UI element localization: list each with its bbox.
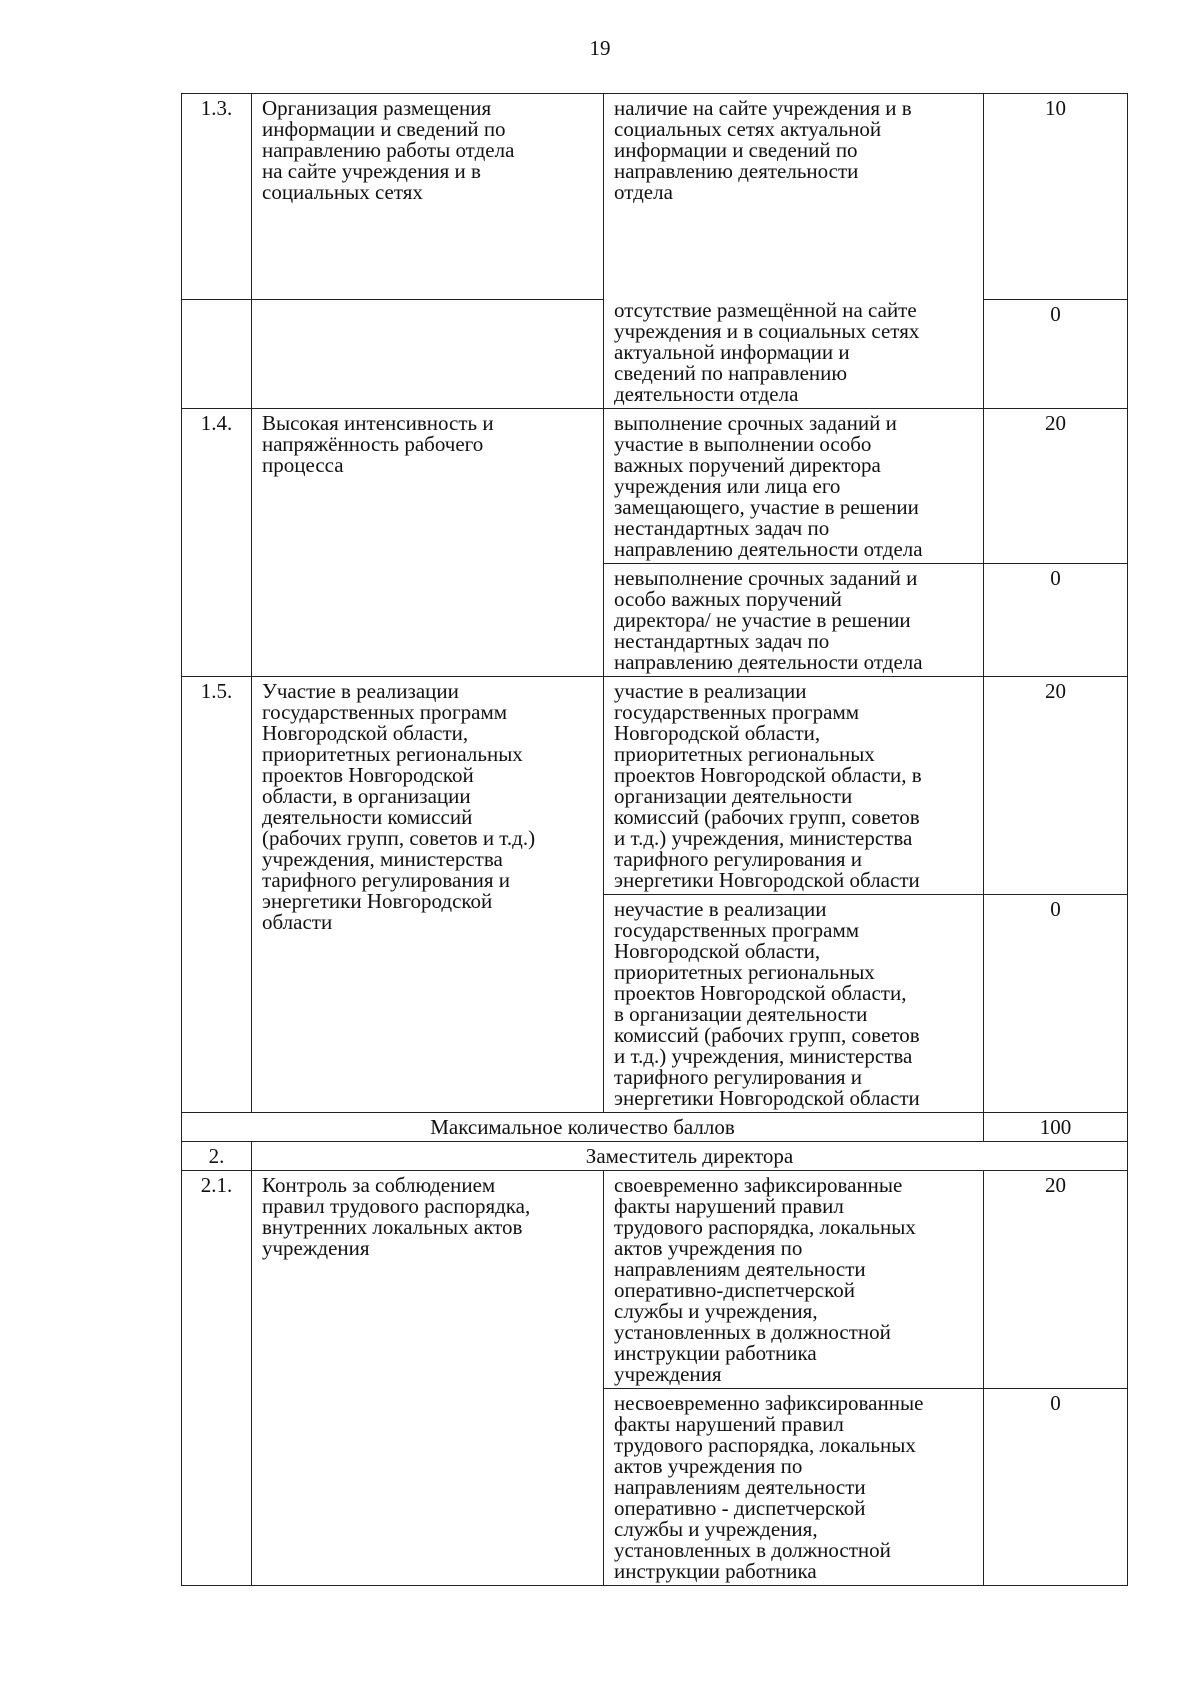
text-line: инструкции работника (614, 1341, 817, 1365)
text-line: проектов Новгородской (262, 763, 474, 787)
row-number: 1.5. (182, 677, 252, 1113)
text-line: и т.д.) учреждения, министерства (614, 826, 913, 850)
text-line: на сайте учреждения и в (262, 159, 481, 183)
text-line: отсутствие размещённой на сайте (614, 298, 917, 322)
text-line: энергетики Новгородской области (614, 1086, 920, 1110)
score-cell: 20 (984, 409, 1128, 564)
criteria-cell (604, 1389, 984, 1586)
score-cell: 20 (984, 1171, 1128, 1389)
text-line: направлению деятельности (614, 159, 859, 183)
text-line: факты нарушений правил (614, 1412, 844, 1436)
text-line: нестандартных задач по (614, 516, 830, 540)
text-line: учреждения или лица его (614, 474, 841, 498)
criteria-text (604, 296, 983, 408)
text-line: области, в организации (262, 784, 471, 808)
text-line: актов учреждения по (614, 1454, 803, 1478)
text-line: направлению деятельности отдела (614, 537, 923, 561)
text-line: установленных в должностной (614, 1538, 891, 1562)
text-line: напряжённость рабочего (262, 432, 484, 456)
text-line: социальных сетях (262, 180, 423, 204)
text-line: трудового распорядка, локальных (614, 1433, 916, 1457)
criteria-table (181, 93, 1128, 1586)
text-line: социальных сетях актуальной (614, 117, 882, 141)
text-line: Новгородской области, (262, 721, 469, 745)
text-line: комиссий (рабочих групп, советов (614, 1023, 920, 1047)
text-line: Новгородской области, (614, 939, 821, 963)
text-line: Новгородской области, (614, 721, 821, 745)
text-line: государственных программ (614, 918, 860, 942)
score-cell: 0 (984, 300, 1128, 409)
text-line: направлению работы отдела (262, 138, 515, 162)
text-line: оперативно-диспетчерской (614, 1278, 855, 1302)
section-number: 2. (182, 1142, 252, 1171)
text-line: Контроль за соблюдением (262, 1173, 496, 1197)
indicator-cell (252, 409, 604, 677)
criteria-cell (604, 895, 984, 1113)
text-line: отдела (614, 180, 673, 204)
indicator-cell (252, 677, 604, 1113)
section-title: Заместитель директора (252, 1142, 1128, 1171)
text-line: информации и сведений по (614, 138, 858, 162)
text-line: комиссий (рабочих групп, советов (614, 805, 920, 829)
text-line: направлению деятельности отдела (614, 650, 923, 674)
row-number: 2.1. (182, 1171, 252, 1586)
text-line: особо важных поручений (614, 587, 842, 611)
table-row (182, 1113, 1128, 1142)
text-line: сведений по направлению (614, 361, 848, 385)
row-number (182, 300, 252, 409)
text-line: учреждения и в социальных сетях (614, 319, 920, 343)
table-row (182, 1171, 1128, 1389)
page-number: 19 (589, 36, 611, 60)
text-line: деятельности отдела (614, 382, 799, 406)
max-points-score: 100 (984, 1113, 1128, 1142)
score-cell: 0 (984, 895, 1128, 1113)
text-line: Высокая интенсивность и (262, 411, 494, 435)
text-line: проектов Новгородской области, (614, 981, 907, 1005)
text-line: энергетики Новгородской (262, 889, 493, 913)
text-line: учреждения (614, 1362, 722, 1386)
criteria-cell (604, 409, 984, 564)
text-line: участие в реализации (614, 679, 807, 703)
text-line: государственных программ (614, 700, 860, 724)
text-line: информации и сведений по (262, 117, 506, 141)
text-line: службы и учреждения, (614, 1299, 818, 1323)
text-line: нестандартных задач по (614, 629, 830, 653)
row-number: 1.4. (182, 409, 252, 677)
text-line: приоритетных региональных (614, 960, 875, 984)
criteria-cell (604, 677, 984, 895)
criteria-cell (604, 564, 984, 677)
text-line: (рабочих групп, советов и т.д.) (262, 826, 536, 850)
text-line: проектов Новгородской области, в (614, 763, 922, 787)
text-line: службы и учреждения, (614, 1517, 818, 1541)
score-cell: 10 (984, 94, 1128, 300)
text-line: Участие в реализации (262, 679, 459, 703)
text-line: наличие на сайте учреждения и в (614, 96, 912, 120)
text-line: и т.д.) учреждения, министерства (614, 1044, 913, 1068)
table-row (182, 677, 1128, 895)
text-line: учреждения (262, 1236, 370, 1260)
indicator-cell (252, 94, 604, 300)
text-line: направлениям деятельности (614, 1475, 866, 1499)
text-line: директора/ не участие в решении (614, 608, 911, 632)
criteria-cell (604, 1171, 984, 1389)
score-cell: 20 (984, 677, 1128, 895)
text-line: участие в выполнении особо (614, 432, 872, 456)
text-line: тарифного регулирования и (262, 868, 510, 892)
row-number: 1.3. (182, 94, 252, 300)
text-line: неучастие в реализации (614, 897, 827, 921)
table-row (182, 409, 1128, 564)
text-line: области (262, 910, 333, 934)
text-line: процесса (262, 453, 344, 477)
text-line: направлениям деятельности (614, 1257, 866, 1281)
text-line: Организация размещения (262, 96, 492, 120)
text-line: в организации деятельности (614, 1002, 868, 1026)
text-line: актов учреждения по (614, 1236, 803, 1260)
indicator-cell (252, 300, 604, 409)
text-line: правил трудового распорядка, (262, 1194, 531, 1218)
text-line: несвоевременно зафиксированные (614, 1391, 924, 1415)
text-line: факты нарушений правил (614, 1194, 844, 1218)
table-row (182, 94, 1128, 300)
text-line: выполнение срочных заданий и (614, 411, 897, 435)
text-line: трудового распорядка, локальных (614, 1215, 916, 1239)
text-line: оперативно - диспетчерской (614, 1496, 866, 1520)
score-cell: 0 (984, 1389, 1128, 1586)
text-line: приоритетных региональных (262, 742, 523, 766)
text-line: внутренних локальных актов (262, 1215, 523, 1239)
max-points-label: Максимальное количество баллов (182, 1113, 984, 1142)
text-line: организации деятельности (614, 784, 853, 808)
text-line: энергетики Новгородской области (614, 868, 920, 892)
text-line: тарифного регулирования и (614, 1065, 862, 1089)
text-line: приоритетных региональных (614, 742, 875, 766)
score-cell: 0 (984, 564, 1128, 677)
text-line: государственных программ (262, 700, 508, 724)
text-line: своевременно зафиксированные (614, 1173, 903, 1197)
table-row (182, 1142, 1128, 1171)
text-line: инструкции работника (614, 1559, 817, 1583)
criteria-cell (604, 94, 984, 409)
text-line: деятельности комиссий (262, 805, 473, 829)
text-line: тарифного регулирования и (614, 847, 862, 871)
text-line: важных поручений директора (614, 453, 881, 477)
indicator-cell (252, 1171, 604, 1586)
text-line: актуальной информации и (614, 340, 850, 364)
text-line: установленных в должностной (614, 1320, 891, 1344)
criteria-text (604, 94, 983, 296)
text-line: замещающего, участие в решении (614, 495, 919, 519)
text-line: невыполнение срочных заданий и (614, 566, 918, 590)
text-line: учреждения, министерства (262, 847, 503, 871)
